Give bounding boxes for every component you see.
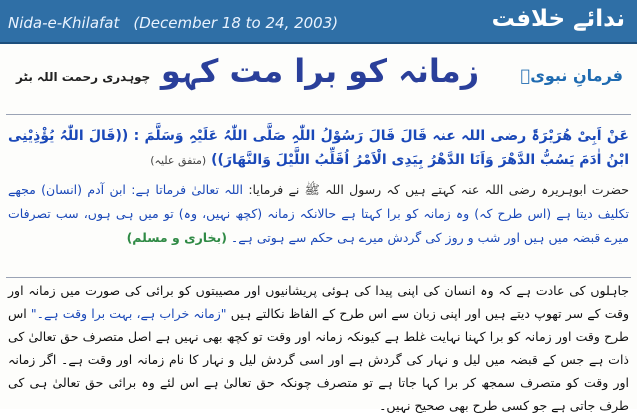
author-name: چوہدری رحمت اللہ بٹر (16, 70, 151, 84)
commentary-paragraph (8, 279, 629, 413)
section-label: فرمانِ نبویؐ (520, 66, 623, 85)
masthead-urdu: ندائے خلافت (491, 6, 625, 32)
masthead-bar (0, 0, 637, 44)
hadith-reference: (متفق علیہ) (150, 154, 207, 167)
hadith-translation (8, 178, 629, 276)
divider-top (6, 114, 631, 115)
article-title: زمانہ کو برا مت کہو (160, 52, 480, 90)
hadith-arabic (8, 124, 629, 174)
translation-source: (بخاری و مسلم) (126, 230, 227, 245)
masthead-left (8, 14, 338, 32)
title-row (0, 44, 637, 112)
hadith-arabic-text: عَنْ اَبِیْ ھُرَیْرَۃَ رضی اللہ عنہ قَالَ قَالَ رَسُوْلُ اللّٰہِ صَلَّی اللّٰہُ عَلَیْہِ وَسَلَّمَ : ((قَالَ اللّٰہُ یُؤْذِیْنِی ابْنُ اٰدَمَ یَسُبُّ الدَّھْرَ وَاَنَا الدَّھْرُ بِیَدِی الْاَمْرُ اُقَلِّبُ اللَّیْلَ وَالنَّھَارَ)) (8, 128, 629, 168)
translation-intro: حضرت ابوہریرہ رضی اللہ عنہ کہتے ہیں کہ رسول اللہ ﷺ نے فرمایا: (248, 182, 629, 197)
commentary-phrase: "زمانہ خراب ہے، بہت برا وقت ہے۔" (30, 306, 227, 321)
commentary-text-before: جاہلوں کی عادت ہے کہ وہ انسان کی اپنی پیدا کی ہوئی پریشانیوں اور مصیبتوں کو برائی کی صورت میں زمانہ اور وقت کے سر تھوپ دیتے ہیں اور اپنی زبان سے اس طرح کے الفاظ نکالتے ہیں (8, 283, 629, 321)
translation-quote: اللہ تعالیٰ فرماتا ہے: ابن آدم (انسان) مجھے تکلیف دیتا ہے (اس طرح کہ) وہ زمانہ کو برا کہتا ہے حالانکہ زمانہ (کچھ نہیں، وہ) تو میں ہی ہوں، سب تصرفات میرے قبضہ میں ہیں اور شب و روز کی گردش میرے ہی حکم سے ہوتی ہے۔ (8, 182, 629, 245)
commentary-text-after: اس طرح وقت اور زمانہ کو برا کہنا نہایت غلط ہے کیونکہ زمانہ اور وقت تو کچھ بھی نہیں ہے اصل متصرف حق تعالیٰ کی ذات ہے جس کے قبضہ میں لیل و نہار کی گردش ہے اور اسی گردش لیل و نہار کا نام زمانہ اور وقت ہے۔ اگر زمانہ اور وقت کو متصرف سمجھ کر برا کہا جاتا ہے تو متصرف چونکہ حق تعالیٰ ہے اس لئے وہ برائی حق تعالیٰ ہی کی طرف جاتی ہے جو کسی طرح بھی صحیح نہیں۔ (8, 306, 629, 413)
divider-middle (6, 277, 631, 278)
masthead-latin: Nida-e-Khilafat (8, 14, 120, 32)
issue-date: (December 18 to 24, 2003) (133, 14, 339, 32)
